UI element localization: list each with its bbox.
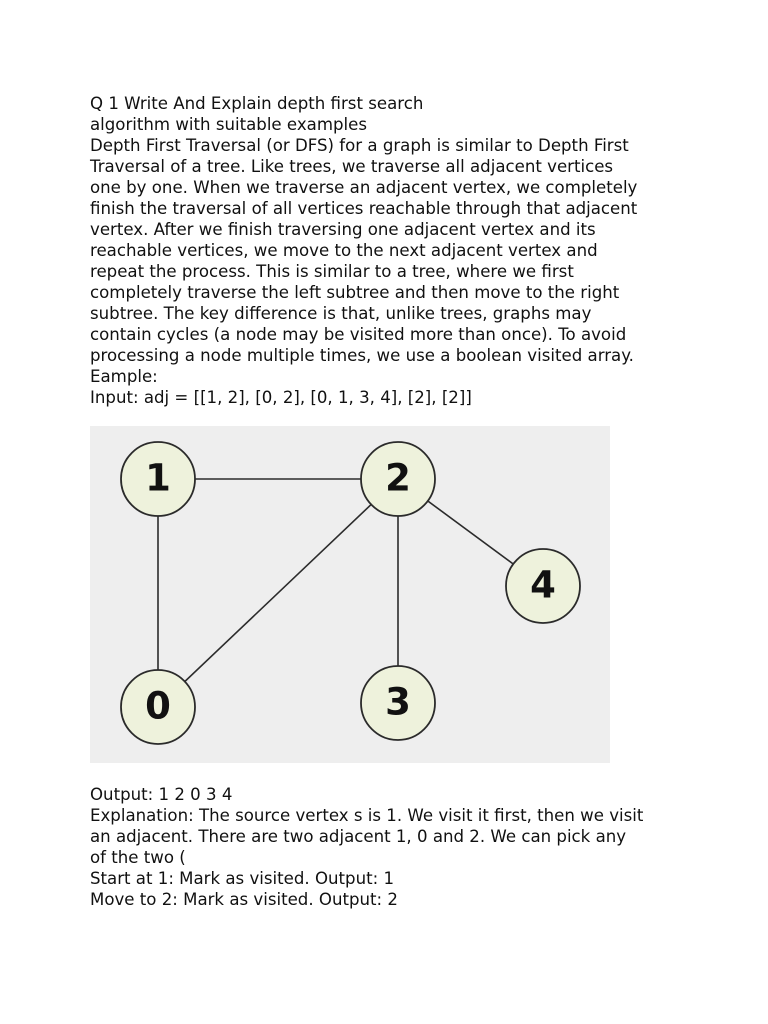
output-line: Output: 1 2 0 3 4 [90, 785, 233, 804]
graph-node-2 [361, 442, 435, 516]
output-and-walkthrough [90, 784, 730, 910]
step-line: Move to 2: Mark as visited. Output: 2 [90, 890, 398, 909]
paragraph-line: an adjacent. There are two adjacent 1, 0 and 2. We can pick any [90, 827, 627, 846]
question-title-line: Q 1 Write And Explain depth first search [90, 94, 424, 113]
question-and-explanation [90, 93, 730, 408]
paragraph-line: repeat the process. This is similar to a tree, where we first [90, 262, 574, 281]
input-line: Input: adj = [[1, 2], [0, 2], [0, 1, 3, 4], [2], [2]] [90, 388, 472, 407]
question-title-line: algorithm with suitable examples [90, 115, 367, 134]
paragraph-line: reachable vertices, we move to the next adjacent vertex and [90, 241, 598, 260]
graph-node-4 [506, 549, 580, 623]
graph-node-label: 2 [385, 456, 411, 500]
paragraph-line: Explanation: The source vertex s is 1. We visit it first, then we visit [90, 806, 644, 825]
graph-diagram [90, 426, 610, 763]
paragraph-line: processing a node multiple times, we use a boolean visited array. [90, 346, 634, 365]
paragraph-line: contain cycles (a node may be visited more than once). To avoid [90, 325, 627, 344]
graph-node-label: 0 [145, 684, 171, 728]
graph-edge-2-0 [158, 479, 398, 707]
paragraph-line: vertex. After we finish traversing one adjacent vertex and its [90, 220, 596, 239]
step-line: Start at 1: Mark as visited. Output: 1 [90, 869, 395, 888]
paragraph-line: completely traverse the left subtree and then move to the right [90, 283, 620, 302]
graph-node-0 [121, 670, 195, 744]
graph-node-label: 1 [145, 456, 171, 500]
graph-node-3 [361, 666, 435, 740]
paragraph-line: Depth First Traversal (or DFS) for a graph is similar to Depth First [90, 136, 629, 155]
paragraph-line: finish the traversal of all vertices reachable through that adjacent [90, 199, 638, 218]
graph-figure [90, 426, 610, 763]
paragraph-line: Traversal of a tree. Like trees, we traverse all adjacent vertices [90, 157, 614, 176]
paragraph-line: one by one. When we traverse an adjacent vertex, we completely [90, 178, 638, 197]
example-heading-line: Eample: [90, 367, 158, 386]
paragraph-line: of the two ( [90, 848, 186, 867]
graph-node-label: 4 [530, 563, 556, 607]
paragraph-line: subtree. The key difference is that, unlike trees, graphs may [90, 304, 592, 323]
graph-node-label: 3 [385, 680, 411, 724]
graph-node-1 [121, 442, 195, 516]
